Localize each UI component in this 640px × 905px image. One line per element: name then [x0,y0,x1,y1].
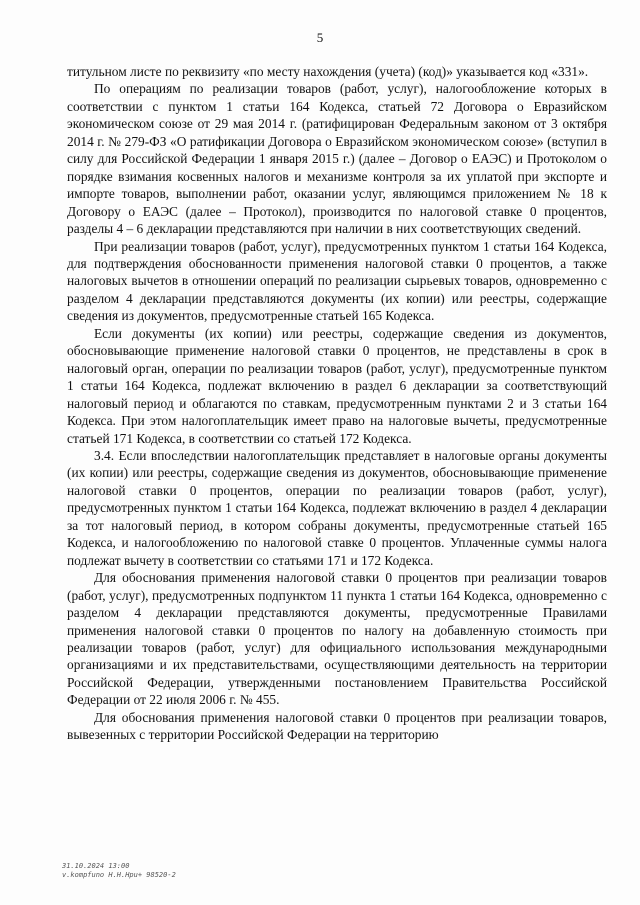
document-body [67,63,607,744]
footer-reference: v.kompfuno Н.Н.Hpu+ 98520-2 [62,871,176,879]
paragraph-eaes-operations: По операциям по реализации товаров (работ, услуг), налогообложение которых в соответствии с пунктом 1 статьи 164 Кодекса, статьей 72 Договора о Евразийском экономическом союзе от 29 мая 2014 г. (ратифицирован Федеральным законом от 3 октября 2014 г. № 279-ФЗ «О ратификации Договора о Евразийском экономическом союзе» (вступил в силу для Российской Федерации 1 января 2015 г.) (далее – Договор о ЕАЭС) и Протоколом о порядке взимания косвенных налогов и механизме контроля за их уплатой при экспорте и импорте товаров, выполнении работ, оказании услуг, являющимся приложением № 18 к Договору о ЕАЭС (далее – Протокол), производится по налоговой ставке 0 процентов, разделы 4 – 6 декларации представляются при наличии в них соответствующих сведений. [67,81,607,237]
footer-stamp [62,862,176,880]
paragraph-continuation: титульном листе по реквизиту «по месту нахождения (учета) (код)» указывается код «331». [67,64,589,79]
footer-date: 31.10.2024 13:00 [62,862,130,870]
page-number: 5 [316,30,324,45]
paragraph-section-3-4: 3.4. Если впоследствии налогоплательщик представляет в налоговые органы документы (их копии) или реестры, содержащие сведения из документов, обосновывающие применение налоговой ставки 0 процентов, операции по реализации товаров (работ, услуг), предусмотренных пунктом 1 статьи 164 Кодекса, подлежат включению в раздел 4 декларации за тот налоговый период, в котором собраны документы, предусмотренные статьей 165 Кодекса, и налогообложению по налоговой ставке 0 процентов. Уплаченные суммы налога подлежат вычету в соответствии со статьями 171 и 172 Кодекса. [67,447,607,568]
paragraph-international-organizations: Для обоснования применения налоговой ставки 0 процентов при реализации товаров (работ, услуг), предусмотренных подпунктом 11 пункта 1 статьи 164 Кодекса, одновременно с разделом 4 декларации представляются документы, предусмотренные Правилами применения налоговой ставки 0 процентов по налогу на добавленную стоимость при реализации товаров (работ, услуг) для официального использования международными организациями и их представительствами, осуществляющими деятельность на территории Российской Федерации, утвержденными постановлением Правительства Российской Федерации от 22 июля 2006 г. № 455. [67,570,607,708]
paragraph-exported-goods: Для обоснования применения налоговой ставки 0 процентов при реализации товаров, вывезенных с территории Российской Федерации на территорию [67,709,607,743]
paragraph-documents-not-submitted: Если документы (их копии) или реестры, содержащие сведения из документов, обосновывающие применение налоговой ставки 0 процентов, не представлены в срок в налоговый орган, операции по реализации товаров (работ, услуг), предусмотренные пунктом 1 статьи 164 Кодекса, подлежат включению в раздел 6 декларации за соответствующий налоговый период и облагаются по ставкам, предусмотренным пунктами 2 и 3 статьи 164 Кодекса. При этом налогоплательщик имеет право на налоговые вычеты, предусмотренные статьей 171 Кодекса, в соответствии со статьей 172 Кодекса. [67,325,607,446]
paragraph-zero-rate-confirmation: При реализации товаров (работ, услуг), предусмотренных пунктом 1 статьи 164 Кодекса, для подтверждения обоснованности применения налоговой ставки 0 процентов, а также налоговых вычетов в отношении операций по реализации сырьевых товаров, одновременно с разделом 4 декларации представляются документы (их копии) или реестры, содержащие сведения из документов, предусмотренные статьей 165 Кодекса. [67,238,607,324]
